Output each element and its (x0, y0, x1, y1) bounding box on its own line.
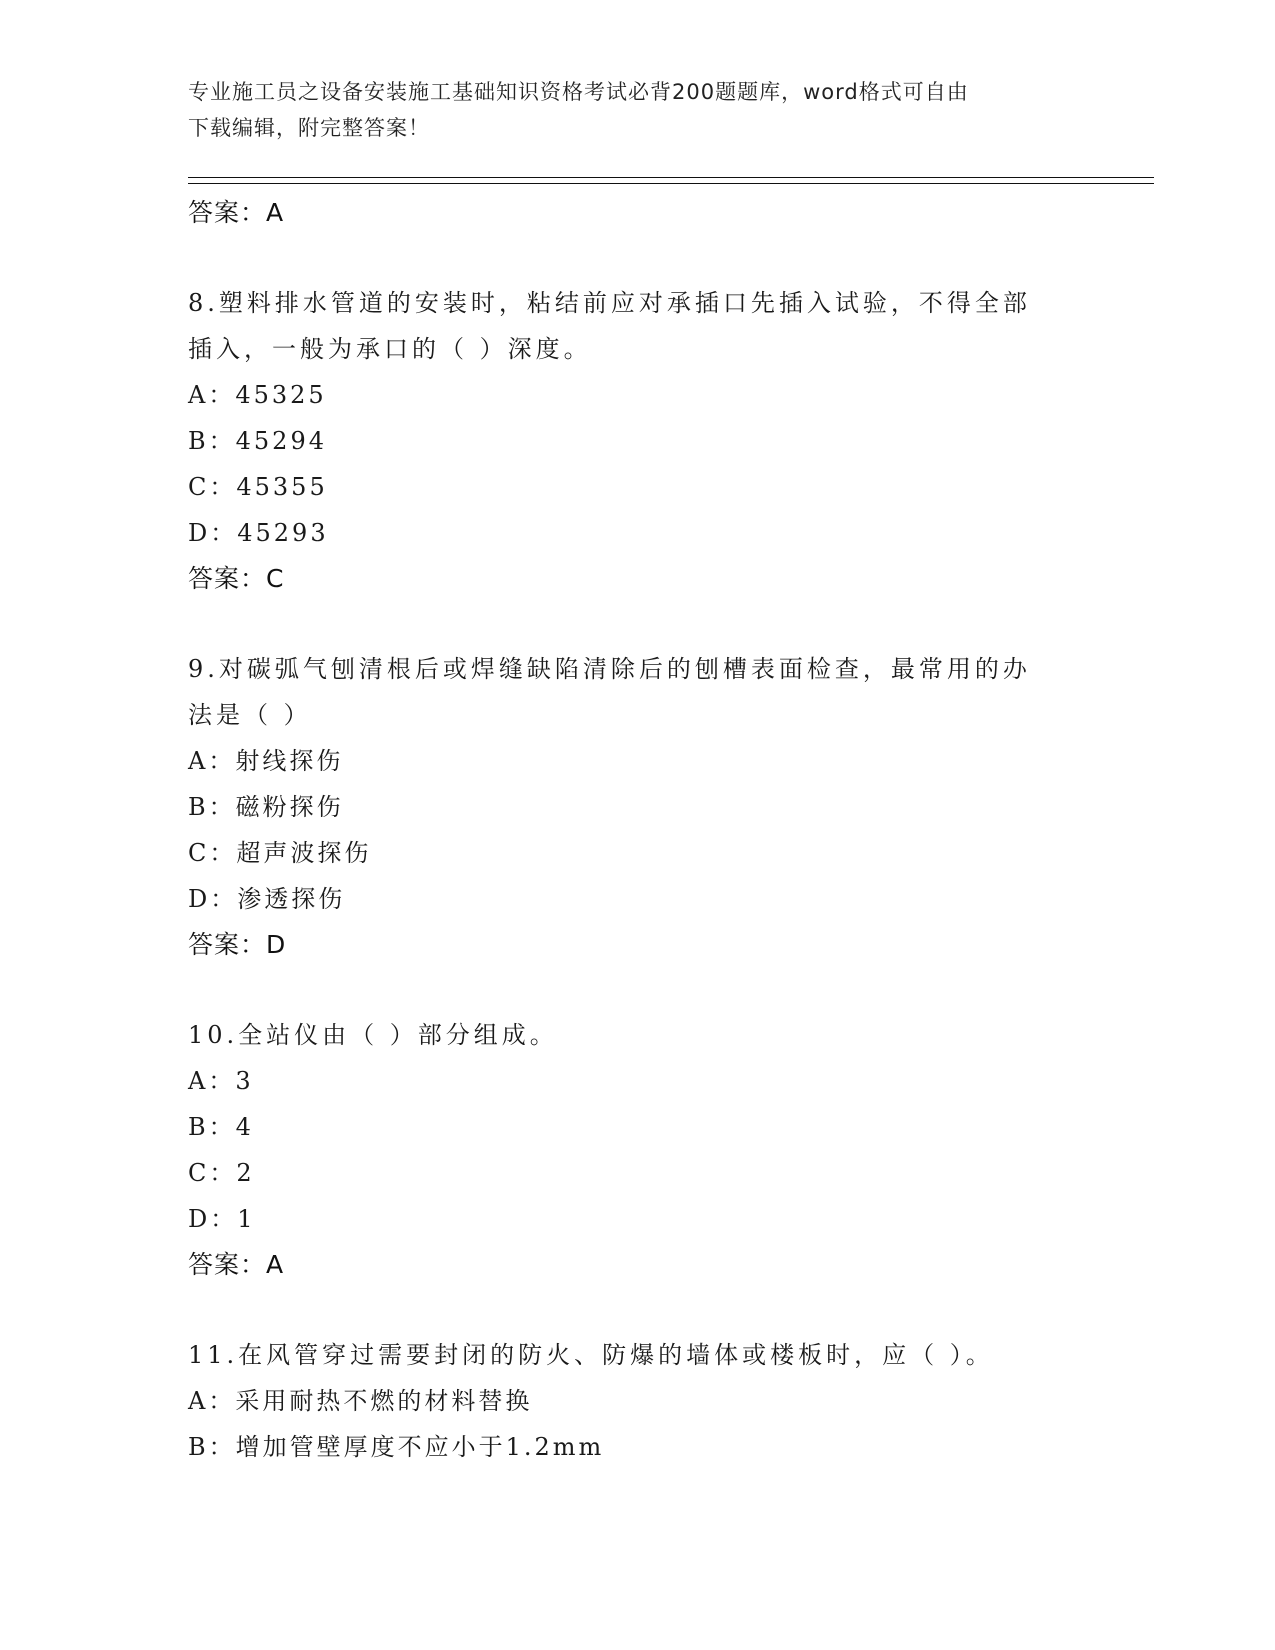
option-a: A：3 (188, 1067, 254, 1095)
question-list (188, 190, 1088, 1470)
option-b: B：增加管壁厚度不应小于1.2mm (188, 1433, 605, 1461)
option-a: A：采用耐热不燃的材料替换 (188, 1387, 533, 1415)
option-c: C：超声波探伤 (188, 839, 372, 867)
page-header (188, 74, 1068, 146)
question-text-line: 9.对碳弧气刨清根后或焊缝缺陷清除后的刨槽表面检查，最常用的办 (188, 655, 1031, 683)
question-8 (188, 280, 1088, 602)
option-c: C：2 (188, 1159, 255, 1187)
option-b: B：45294 (188, 427, 327, 455)
answer-line: 答案：D (188, 930, 287, 959)
question-10 (188, 1012, 1088, 1288)
option-d: D：渗透探伤 (188, 885, 346, 913)
question-text-line: 法是（ ） (188, 701, 312, 729)
header-line-2: 下载编辑，附完整答案！ (188, 116, 430, 140)
question-text-line: 10.全站仪由（ ）部分组成。 (188, 1021, 558, 1049)
option-b: B：4 (188, 1113, 254, 1141)
question-text-line: 11.在风管穿过需要封闭的防火、防爆的墙体或楼板时，应（ ）。 (188, 1341, 994, 1369)
question-11 (188, 1332, 1088, 1470)
header-line-1: 专业施工员之设备安装施工基础知识资格考试必背200题题库，word格式可自由 (188, 80, 969, 104)
header-rule-top (188, 177, 1154, 178)
answer-line: 答案：A (188, 198, 285, 227)
header-rule-bottom (188, 183, 1154, 184)
option-a: A：45325 (188, 381, 327, 409)
option-c: C：45355 (188, 473, 328, 501)
option-d: D：1 (188, 1205, 256, 1233)
answer-line: 答案：A (188, 1250, 285, 1279)
question-9 (188, 646, 1088, 968)
answer-line: 答案：C (188, 564, 285, 593)
question-text-line: 插入，一般为承口的（ ）深度。 (188, 335, 592, 363)
option-b: B：磁粉探伤 (188, 793, 344, 821)
option-a: A：射线探伤 (188, 747, 344, 775)
option-d: D：45293 (188, 519, 329, 547)
question-text-line: 8.塑料排水管道的安装时，粘结前应对承插口先插入试验，不得全部 (188, 289, 1031, 317)
